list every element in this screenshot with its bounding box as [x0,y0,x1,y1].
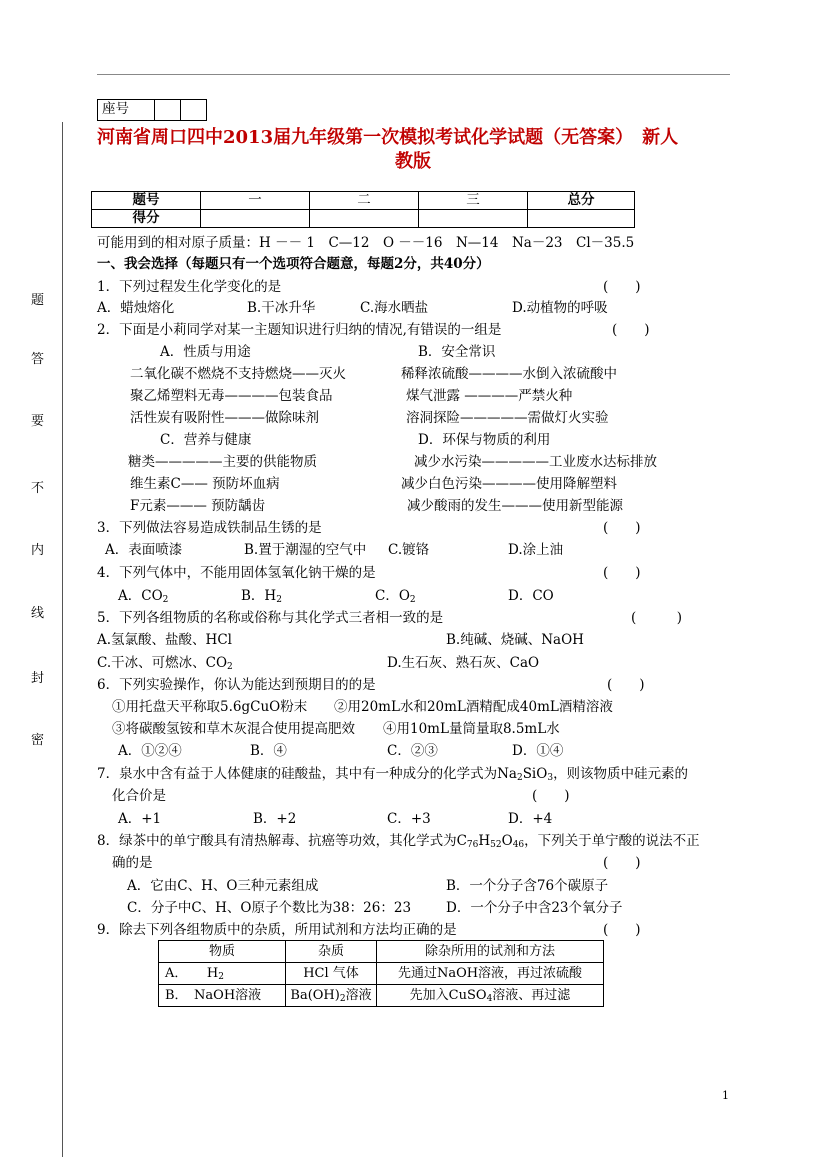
score-header: 题号 [92,192,201,210]
score-cell[interactable] [310,210,419,228]
option: D．①④ [512,743,564,759]
option: C．分子中C、H、O原子个数比为38：26：23 [127,900,412,916]
answer-paren[interactable]: ( ) [631,610,683,626]
group-item: 减少水污染—————工业废水达标排放 [414,454,657,470]
answer-paren[interactable]: ( ) [603,855,641,871]
question-9-stem: 9．除去下列各组物质中的杂质，所用试剂和方法均正确的是 [97,922,457,938]
score-cell[interactable] [201,210,310,228]
score-header: 总分 [528,192,635,210]
option: C.海水晒盐 [360,300,429,316]
question-7-stem-cont: 化合价是 [112,788,166,804]
answer-paren[interactable]: ( ) [607,677,645,693]
answer-paren[interactable]: ( ) [532,788,570,804]
option: D.生石灰、熟石灰、CaO [387,655,540,671]
score-cell[interactable] [419,210,528,228]
group-heading: C．营养与健康 [160,432,252,448]
answer-paren[interactable]: ( ) [603,520,641,536]
side-char: 要 [31,414,45,429]
question-8-stem-cont: 确的是 [112,855,153,871]
score-header: 一 [201,192,310,210]
option: A.氢氯酸、盐酸、HCl [97,632,232,648]
seat-cell-1[interactable] [155,100,181,121]
side-char: 内 [31,543,45,558]
question-6-stem: 6．下列实验操作，你认为能达到预期目的的是 [97,677,376,693]
side-char: 密 [31,733,45,748]
option: D．CO [508,588,554,604]
option: C．+3 [387,811,431,827]
q9-cell: HCl 气体 [286,963,377,985]
option: B．+2 [253,811,297,827]
q9-cell: B． NaOH溶液 [159,985,286,1007]
group-item: 维生素C—— 预防坏血病 [130,476,280,492]
q9-cell: A． $H_2$ [159,963,286,985]
page-title: 河南省周口四中2013届九年级第一次模拟考试化学试题（无答案） 新人 [97,127,679,148]
option: B．④ [250,743,287,759]
answer-paren[interactable]: ( ) [603,922,641,938]
q9-cell: 先通过NaOH溶液，再过浓硫酸 [377,963,604,985]
binding-line [62,122,63,1157]
score-row-label: 得分 [92,210,201,228]
q9-table [158,940,604,1007]
option: B．$H_2$ [241,588,282,605]
option: A．蜡烛熔化 [97,300,175,316]
statement: ②用20mL水和20mL酒精配成40mL酒精溶液 [334,699,613,715]
side-char: 题 [31,293,45,308]
score-header: 二 [310,192,419,210]
option: B.置于潮湿的空气中 [244,542,367,558]
group-item: 糖类—————主要的供能物质 [128,454,317,470]
group-heading: D．环保与物质的利用 [418,432,551,448]
option: B．一个分子含76个碳原子 [446,878,609,894]
option: D．+4 [508,811,553,827]
score-header: 三 [419,192,528,210]
question-8-stem: 8．绿茶中的单宁酸具有清热解毒、抗癌等功效，其化学式为$C_{76}H_{52}O_{46}$，下列关于单宁酸的说法不正 [97,833,700,850]
side-char: 封 [31,671,45,686]
option: C．$O_2$ [375,588,416,605]
option: D.动植物的呼吸 [512,300,608,316]
q9-cell: $Ba(OH)_2$溶液 [286,985,377,1007]
group-item: 二氧化碳不燃烧不支持燃烧——灭火 [130,366,346,382]
q9-header: 除杂所用的试剂和方法 [377,941,604,963]
group-heading: B．安全常识 [418,344,496,360]
group-heading: A．性质与用途 [160,344,251,360]
answer-paren[interactable]: ( ) [603,279,641,295]
side-char: 不 [31,481,45,496]
group-item: 聚乙烯塑料无毒————包装食品 [130,388,333,404]
group-item: 减少酸雨的发生———使用新型能源 [407,498,623,514]
section-heading: 一、我会选择（每题只有一个选项符合题意，每题2分，共40分） [97,256,490,272]
seat-number-box [97,99,207,121]
q9-cell: 先加入CuSO$_4$溶液、再过滤 [377,985,604,1007]
group-item: 溶洞探险—————需做灯火实验 [406,410,609,426]
option: A．+1 [118,811,162,827]
page-number: 1 [722,1089,729,1102]
option: A．表面喷漆 [105,542,183,558]
question-2-stem: 2．下面是小莉同学对某一主题知识进行归纳的情况,有错误的一组是 [97,322,502,338]
option: C．②③ [387,743,438,759]
score-table [91,191,635,228]
option: C.干冰、可燃冰、$CO_2$ [97,655,233,672]
answer-paren[interactable]: ( ) [612,322,650,338]
answer-paren[interactable]: ( ) [603,565,641,581]
score-cell[interactable] [528,210,635,228]
atomic-mass-line: 可能用到的相对原子质量：H －－ 1 C—12 O －－16 N—14 Na－23 Cl－35.5 [97,235,635,251]
option: B.纯碱、烧碱、NaOH [446,632,584,648]
seat-label: 座号 [98,100,155,121]
option: C.镀铬 [388,542,430,558]
statement: ④用10mL量筒量取8.5mL水 [383,721,560,737]
question-7-stem: 7．泉水中含有益于人体健康的硅酸盐，其中有一种成分的化学式为$Na_2SiO_3$，则该物质中硅元素的 [97,766,689,783]
group-item: 活性炭有吸附性———做除味剂 [130,410,319,426]
option: D.涂上油 [508,542,564,558]
q9-header: 物质 [159,941,286,963]
group-item: 煤气泄露 ————严禁火种 [406,388,573,404]
side-char: 答 [31,352,45,367]
statement: ③将碳酸氢铵和草木灰混合使用提高肥效 [112,721,355,737]
side-char: 线 [31,606,45,621]
q9-header: 杂质 [286,941,377,963]
option: A．①②④ [118,743,182,759]
group-item: 稀释浓硫酸————水倒入浓硫酸中 [401,366,617,382]
seat-cell-2[interactable] [181,100,207,121]
option: B.干冰升华 [247,300,316,316]
question-1-stem: 1．下列过程发生化学变化的是 [97,279,282,295]
option: A．它由C、H、O三种元素组成 [127,878,319,894]
group-item: 减少白色污染————使用降解塑料 [401,476,617,492]
option: A．$CO_2$ [118,588,169,605]
question-4-stem: 4．下列气体中，不能用固体氢氧化钠干燥的是 [97,565,376,581]
question-5-stem: 5．下列各组物质的名称或俗称与其化学式三者相一致的是 [97,610,444,626]
group-item: F元素——— 预防龋齿 [130,498,266,514]
statement: ①用托盘天平称取5.6gCuO粉末 [112,699,308,715]
question-3-stem: 3．下列做法容易造成铁制品生锈的是 [97,520,322,536]
header-rule [97,74,730,75]
option: D．一个分子中含23个氧分子 [446,900,623,916]
page-title-line2: 教版 [395,151,431,172]
